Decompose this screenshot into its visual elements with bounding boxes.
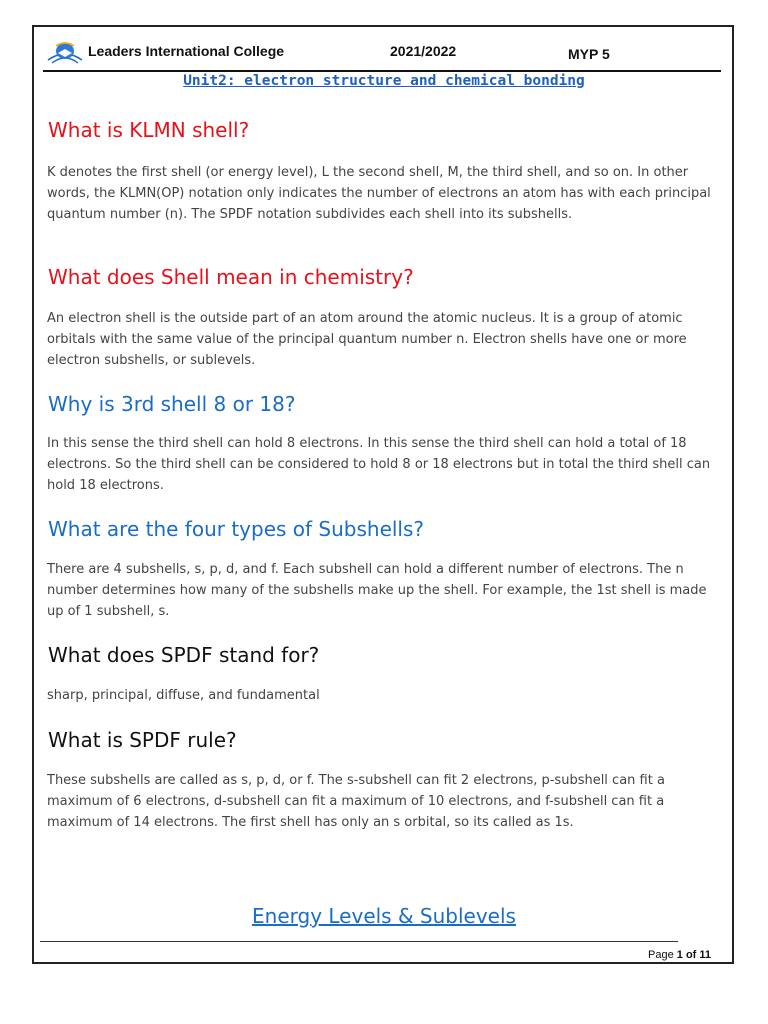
page-header <box>46 40 722 68</box>
section-heading-spdf-meaning: What does SPDF stand for? <box>48 643 320 667</box>
college-name: Leaders International College <box>88 43 285 59</box>
footer-divider <box>40 941 678 942</box>
section-body-klmn: K denotes the first shell (or energy level), L the second shell, M, the third shell, and so on. In other words, the KLMN(OP) notation only indicates the number of electrons an atom has with each principal quantum number (n). The SPDF notation subdivides each shell into its subshells. <box>47 165 711 222</box>
section-body-subshell-types: There are 4 subshells, s, p, d, and f. Each subshell can hold a different number of electrons. The n number determines how many of the subshells make up the shell. For example, the 1st shell is made up of 1 subshell, s. <box>47 562 707 619</box>
page-number <box>648 949 711 961</box>
grade-level: MYP 5 <box>568 46 610 62</box>
section-heading-spdf-rule: What is SPDF rule? <box>48 728 237 752</box>
page-label: Page <box>648 949 674 961</box>
page-current: 1 <box>676 949 683 961</box>
section-body-third-shell: In this sense the third shell can hold 8 electrons. In this sense the third shell can hold a total of 18 electrons. So the third shell can be considered to hold 8 or 18 electrons but in total the third shell can hold 18 electrons. <box>47 436 711 493</box>
section-body-spdf-meaning: sharp, principal, diffuse, and fundamental <box>47 688 320 703</box>
unit-title: Unit2: electron structure and chemical bonding <box>183 73 585 89</box>
next-topic-title: Energy Levels & Sublevels <box>252 904 516 928</box>
college-logo <box>46 40 84 66</box>
section-heading-shell-meaning: What does Shell mean in chemistry? <box>48 265 414 289</box>
page-total: 11 <box>699 949 712 961</box>
section-heading-klmn: What is KLMN shell? <box>48 118 250 142</box>
section-body-spdf-rule: These subshells are called as s, p, d, or f. The s-subshell can fit 2 electrons, p-subshell can fit a maximum of 6 electrons, d-subshell can fit a maximum of 10 electrons, and f-subshell can fit a maximum of 14 electrons. The first shell has only an s orbital, so its called as 1s. <box>47 773 665 830</box>
section-body-shell-meaning: An electron shell is the outside part of an atom around the atomic nucleus. It is a group of atomic orbitals with the same value of the principal quantum number n. Electron shells have one or more electron subshells, or sublevels. <box>47 311 687 368</box>
academic-year: 2021/2022 <box>390 43 457 59</box>
page-of: of <box>685 949 697 961</box>
header-divider <box>43 70 721 72</box>
section-heading-subshell-types: What are the four types of Subshells? <box>48 517 425 541</box>
section-heading-third-shell: Why is 3rd shell 8 or 18? <box>48 392 296 416</box>
